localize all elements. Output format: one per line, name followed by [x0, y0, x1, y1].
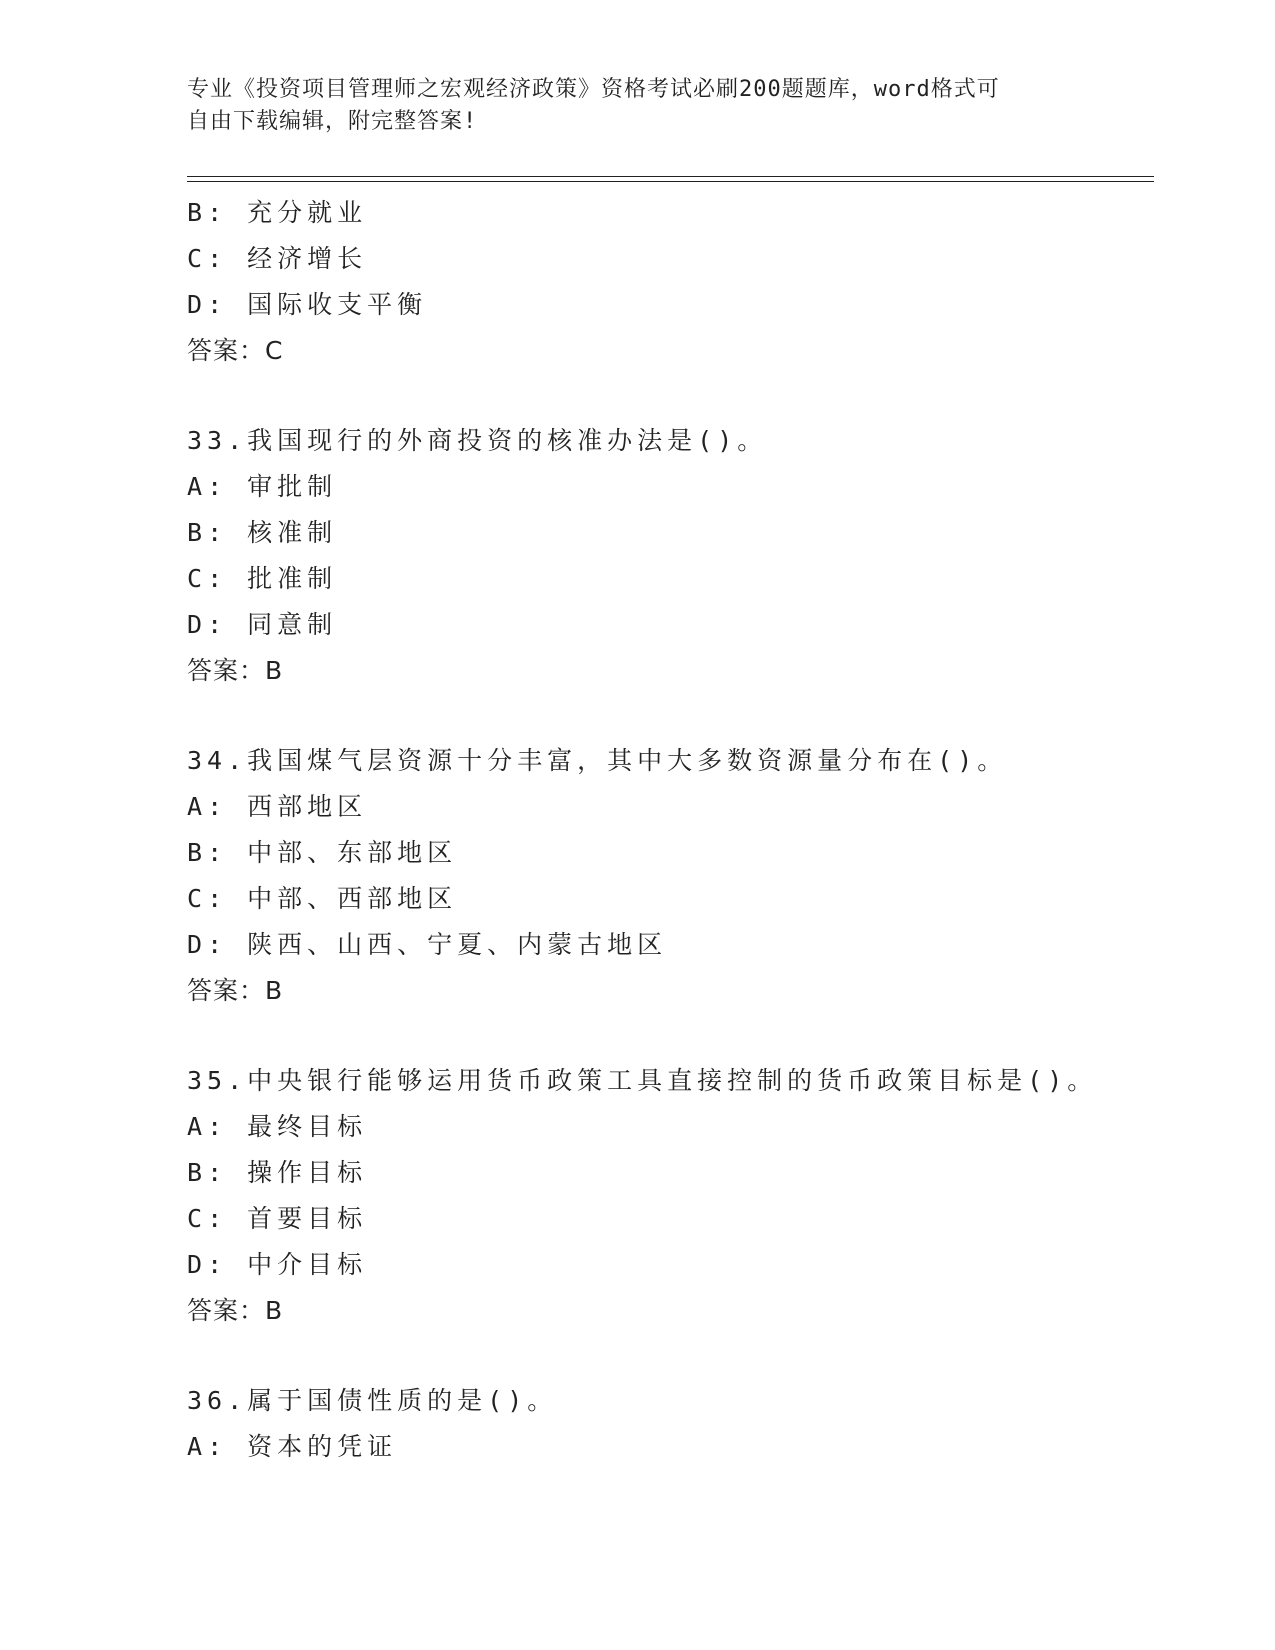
- option-letter: C: [187, 1204, 208, 1233]
- option-text: 批准制: [247, 564, 338, 593]
- option-d: D: 同意制: [187, 610, 338, 639]
- header-divider-top: [187, 176, 1154, 177]
- option-a: A: 最终目标: [187, 1112, 368, 1141]
- option-text: 陕西、山西、宁夏、内蒙古地区: [247, 930, 668, 959]
- document-header: [187, 74, 1067, 138]
- spacer: [187, 374, 1147, 418]
- option-d: D: 陕西、山西、宁夏、内蒙古地区: [187, 930, 668, 959]
- option-letter: B: [187, 518, 208, 547]
- header-line-1: 专业《投资项目管理师之宏观经济政策》资格考试必刷200题题库，word格式可: [187, 77, 1000, 102]
- option-letter: D: [187, 610, 208, 639]
- option-text: 操作目标: [247, 1158, 368, 1187]
- question-stem: 33.我国现行的外商投资的核准办法是()。: [187, 426, 768, 455]
- option-b: B: 中部、东部地区: [187, 838, 458, 867]
- question-stem: 34.我国煤气层资源十分丰富，其中大多数资源量分布在()。: [187, 746, 1008, 775]
- option-d: D: 中介目标: [187, 1250, 368, 1279]
- answer: 答案：C: [187, 336, 284, 365]
- question-block-prev: [187, 190, 1147, 374]
- option-c: C: 批准制: [187, 564, 338, 593]
- option-c: C: 首要目标: [187, 1204, 368, 1233]
- option-letter: A: [187, 1112, 208, 1141]
- option-text: 中介目标: [247, 1250, 368, 1279]
- option-text: 中部、东部地区: [247, 838, 458, 867]
- question-stem: 35.中央银行能够运用货币政策工具直接控制的货币政策目标是()。: [187, 1066, 1098, 1095]
- option-text: 首要目标: [247, 1204, 368, 1233]
- question-list: [187, 190, 1147, 1470]
- option-a: A: 资本的凭证: [187, 1432, 398, 1461]
- question-block-35: [187, 1058, 1147, 1334]
- option-letter: D: [187, 290, 208, 319]
- option-d: D: 国际收支平衡: [187, 290, 428, 319]
- option-b: B: 核准制: [187, 518, 338, 547]
- header-line-2: 自由下载编辑，附完整答案!: [187, 109, 478, 134]
- spacer: [187, 1014, 1147, 1058]
- option-text: 最终目标: [247, 1112, 368, 1141]
- question-block-34: [187, 738, 1147, 1014]
- option-b: B: 充分就业: [187, 198, 368, 227]
- option-text: 审批制: [247, 472, 338, 501]
- answer: 答案：B: [187, 656, 284, 685]
- answer: 答案：B: [187, 976, 284, 1005]
- answer: 答案：B: [187, 1296, 284, 1325]
- option-letter: C: [187, 884, 208, 913]
- option-letter: D: [187, 1250, 208, 1279]
- option-letter: B: [187, 838, 208, 867]
- option-letter: A: [187, 472, 208, 501]
- option-c: C: 中部、西部地区: [187, 884, 458, 913]
- option-letter: A: [187, 792, 208, 821]
- question-block-33: [187, 418, 1147, 694]
- option-letter: C: [187, 244, 208, 273]
- option-b: B: 操作目标: [187, 1158, 368, 1187]
- option-letter: B: [187, 1158, 208, 1187]
- option-letter: B: [187, 198, 208, 227]
- option-a: A: 西部地区: [187, 792, 368, 821]
- spacer: [187, 1334, 1147, 1378]
- option-letter: C: [187, 564, 208, 593]
- option-text: 国际收支平衡: [247, 290, 428, 319]
- option-text: 中部、西部地区: [247, 884, 458, 913]
- option-text: 同意制: [247, 610, 338, 639]
- option-text: 资本的凭证: [247, 1432, 398, 1461]
- question-block-36: [187, 1378, 1147, 1470]
- question-stem: 36.属于国债性质的是()。: [187, 1386, 558, 1415]
- option-text: 经济增长: [247, 244, 368, 273]
- option-a: A: 审批制: [187, 472, 338, 501]
- option-letter: D: [187, 930, 208, 959]
- option-letter: A: [187, 1432, 208, 1461]
- option-c: C: 经济增长: [187, 244, 368, 273]
- option-text: 充分就业: [247, 198, 368, 227]
- header-divider-bottom: [187, 181, 1154, 182]
- spacer: [187, 694, 1147, 738]
- option-text: 西部地区: [247, 792, 368, 821]
- option-text: 核准制: [247, 518, 338, 547]
